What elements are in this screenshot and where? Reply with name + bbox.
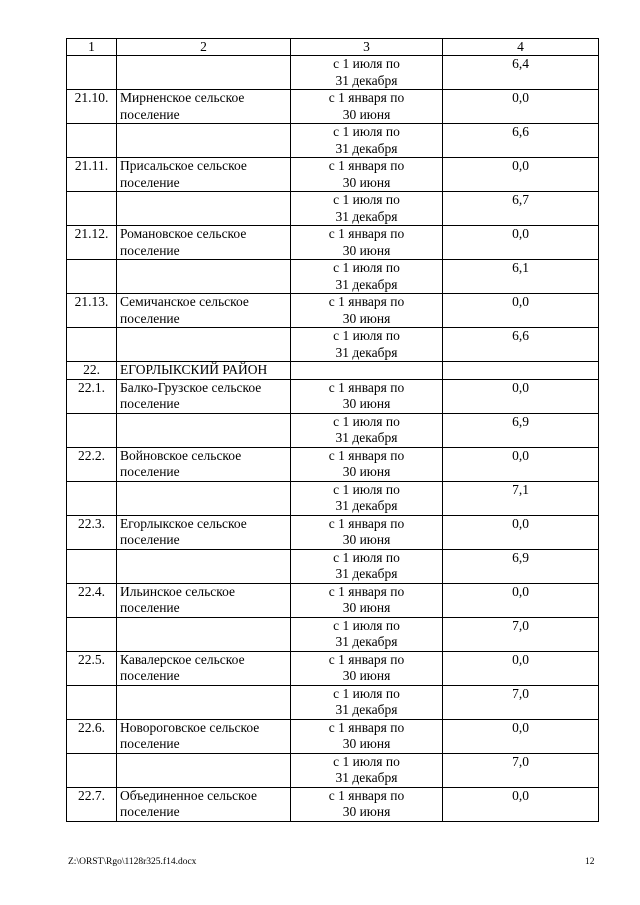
settlement-name: Егорлыкское сельское поселение (117, 515, 291, 549)
table-row (67, 651, 599, 685)
settlement-name (117, 481, 291, 515)
settlement-name (117, 192, 291, 226)
value: 0,0 (443, 226, 599, 260)
district-row (67, 362, 599, 380)
row-number: 21.11. (67, 158, 117, 192)
row-number (67, 124, 117, 158)
row-number (67, 56, 117, 90)
value: 7,0 (443, 617, 599, 651)
value: 0,0 (443, 719, 599, 753)
table-row (67, 328, 599, 362)
row-number: 22.2. (67, 447, 117, 481)
period: с 1 июля по 31 декабря (291, 753, 443, 787)
period: с 1 июля по 31 декабря (291, 192, 443, 226)
settlement-name: Семичанское сельское поселение (117, 294, 291, 328)
row-number: 22.5. (67, 651, 117, 685)
table-row (67, 685, 599, 719)
period: с 1 июля по 31 декабря (291, 617, 443, 651)
value: 6,9 (443, 413, 599, 447)
settlement-name: Мирненское сельское поселение (117, 90, 291, 124)
row-number (67, 617, 117, 651)
value: 6,9 (443, 549, 599, 583)
value: 6,6 (443, 124, 599, 158)
value: 6,7 (443, 192, 599, 226)
row-number (67, 753, 117, 787)
table-row (67, 583, 599, 617)
period: с 1 января по 30 июня (291, 787, 443, 821)
settlement-name (117, 753, 291, 787)
table-body (67, 39, 599, 822)
row-number: 22.6. (67, 719, 117, 753)
period: с 1 января по 30 июня (291, 158, 443, 192)
row-number (67, 192, 117, 226)
period: с 1 января по 30 июня (291, 583, 443, 617)
table-row (67, 90, 599, 124)
settlement-name: Войновское сельское поселение (117, 447, 291, 481)
period: с 1 июля по 31 декабря (291, 124, 443, 158)
row-number: 22.7. (67, 787, 117, 821)
settlement-name: Присальское сельское поселение (117, 158, 291, 192)
row-number (67, 413, 117, 447)
table-row (67, 719, 599, 753)
period: с 1 июля по 31 декабря (291, 56, 443, 90)
period: с 1 января по 30 июня (291, 226, 443, 260)
period: с 1 января по 30 июня (291, 294, 443, 328)
table-row (67, 753, 599, 787)
table-row (67, 124, 599, 158)
table-row (67, 379, 599, 413)
row-number: 22.1. (67, 379, 117, 413)
table-row (67, 447, 599, 481)
table-row (67, 158, 599, 192)
value: 6,1 (443, 260, 599, 294)
settlement-name (117, 260, 291, 294)
value: 6,4 (443, 56, 599, 90)
table-row (67, 192, 599, 226)
period: с 1 июля по 31 декабря (291, 481, 443, 515)
row-number (67, 260, 117, 294)
settlement-name: ЕГОРЛЫКСКИЙ РАЙОН (117, 362, 291, 380)
row-number (67, 481, 117, 515)
period: с 1 января по 30 июня (291, 447, 443, 481)
value: 0,0 (443, 515, 599, 549)
header-col-1: 1 (67, 39, 117, 56)
settlement-name (117, 413, 291, 447)
table-row (67, 226, 599, 260)
row-number (67, 549, 117, 583)
value: 0,0 (443, 294, 599, 328)
period: с 1 июля по 31 декабря (291, 260, 443, 294)
settlement-name (117, 328, 291, 362)
value: 0,0 (443, 583, 599, 617)
value: 6,6 (443, 328, 599, 362)
value: 0,0 (443, 447, 599, 481)
value: 0,0 (443, 379, 599, 413)
row-number: 21.12. (67, 226, 117, 260)
header-col-3: 3 (291, 39, 443, 56)
settlement-name: Ильинское сельское поселение (117, 583, 291, 617)
value: 0,0 (443, 158, 599, 192)
period: с 1 января по 30 июня (291, 515, 443, 549)
table-row (67, 413, 599, 447)
table-row (67, 549, 599, 583)
value: 0,0 (443, 90, 599, 124)
row-number: 21.13. (67, 294, 117, 328)
row-number (67, 328, 117, 362)
table-row (67, 294, 599, 328)
value: 7,1 (443, 481, 599, 515)
value: 7,0 (443, 753, 599, 787)
row-number: 22.3. (67, 515, 117, 549)
header-row (67, 39, 599, 56)
row-number: 21.10. (67, 90, 117, 124)
period: с 1 июля по 31 декабря (291, 413, 443, 447)
table-row (67, 260, 599, 294)
footer-file-path: Z:\ORST\Rgo\1128r325.f14.docx (68, 857, 197, 867)
table-row (67, 787, 599, 821)
table-row (67, 481, 599, 515)
settlement-name (117, 617, 291, 651)
settlement-name: Кавалерское сельское поселение (117, 651, 291, 685)
settlement-name: Новороговское сельское поселение (117, 719, 291, 753)
period: с 1 января по 30 июня (291, 379, 443, 413)
period: с 1 июля по 31 декабря (291, 685, 443, 719)
period: с 1 января по 30 июня (291, 651, 443, 685)
period: с 1 января по 30 июня (291, 90, 443, 124)
period: с 1 января по 30 июня (291, 719, 443, 753)
settlement-name: Романовское сельское поселение (117, 226, 291, 260)
period: с 1 июля по 31 декабря (291, 328, 443, 362)
settlement-name (117, 124, 291, 158)
table-row (67, 617, 599, 651)
value: 7,0 (443, 685, 599, 719)
settlement-name: Балко-Грузское сельское поселение (117, 379, 291, 413)
period: с 1 июля по 31 декабря (291, 549, 443, 583)
settlement-name: Объединенное сельское поселение (117, 787, 291, 821)
footer-page-number: 12 (585, 857, 595, 867)
table-row (67, 515, 599, 549)
tariff-table (66, 38, 599, 822)
row-number: 22.4. (67, 583, 117, 617)
settlement-name (117, 56, 291, 90)
table-row (67, 56, 599, 90)
row-number (67, 685, 117, 719)
value (443, 362, 599, 380)
header-col-2: 2 (117, 39, 291, 56)
value: 0,0 (443, 787, 599, 821)
settlement-name (117, 685, 291, 719)
settlement-name (117, 549, 291, 583)
value: 0,0 (443, 651, 599, 685)
period (291, 362, 443, 380)
header-col-4: 4 (443, 39, 599, 56)
row-number: 22. (67, 362, 117, 380)
